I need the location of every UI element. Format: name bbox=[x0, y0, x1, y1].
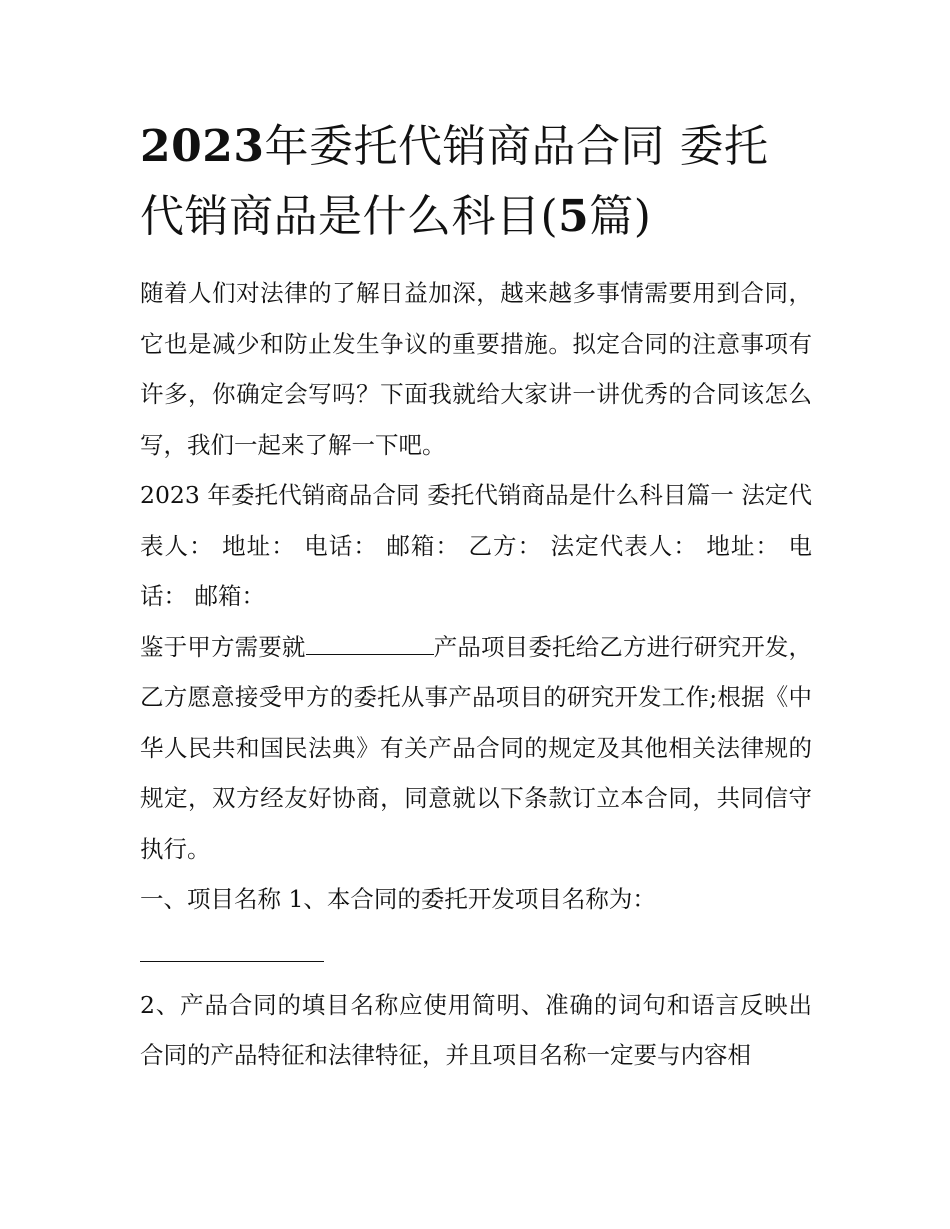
document-page bbox=[140, 112, 812, 1081]
recital-text-after: 产品项目委托给乙方进行研究开发，乙方愿意接受甲方的委托从事产品项目的研究开发工作;根据《中华人民共和国民法典》有关产品合同的规定及其他相关法律规的规定，双方经友好协商，同意就以下条款订立本合同，共同信守执行。 bbox=[140, 632, 813, 863]
recital-text-before: 鉴于甲方需要就 bbox=[140, 632, 306, 661]
project-name-blank-line bbox=[140, 925, 324, 962]
item2-paragraph: 2、产品合同的填目名称应使用简明、准确的词句和语言反映出合同的产品特征和法律特征，并且项目名称一定要与内容相 bbox=[140, 990, 812, 1069]
title-main: 年委托代销商品合同 委托代销商品是什么科目( bbox=[140, 121, 769, 242]
intro-paragraph: 随着人们对法律的了解日益加深，越来越多事情需要用到合同，它也是减少和防止发生争议的重要措施。拟定合同的注意事项有许多，你确定会写吗？下面我就给大家讲一讲优秀的合同该怎么写，我们一起来了解一下吧。 bbox=[140, 279, 812, 459]
title-year: 2023 bbox=[140, 121, 265, 172]
title-end: 篇) bbox=[589, 191, 652, 242]
title-count: 5 bbox=[558, 191, 590, 242]
part1-header-paragraph: 2023 年委托代销商品合同 委托代销商品是什么科目篇一 法定代表人： 地址： 电话： 邮箱： 乙方： 法定代表人： 地址： 电话： 邮箱： bbox=[140, 481, 812, 610]
item1-paragraph: 一、项目名称 1、本合同的委托开发项目名称为： bbox=[140, 885, 656, 913]
recital-paragraph bbox=[140, 622, 812, 875]
document-title bbox=[140, 112, 812, 252]
fill-in-blank bbox=[306, 632, 434, 655]
